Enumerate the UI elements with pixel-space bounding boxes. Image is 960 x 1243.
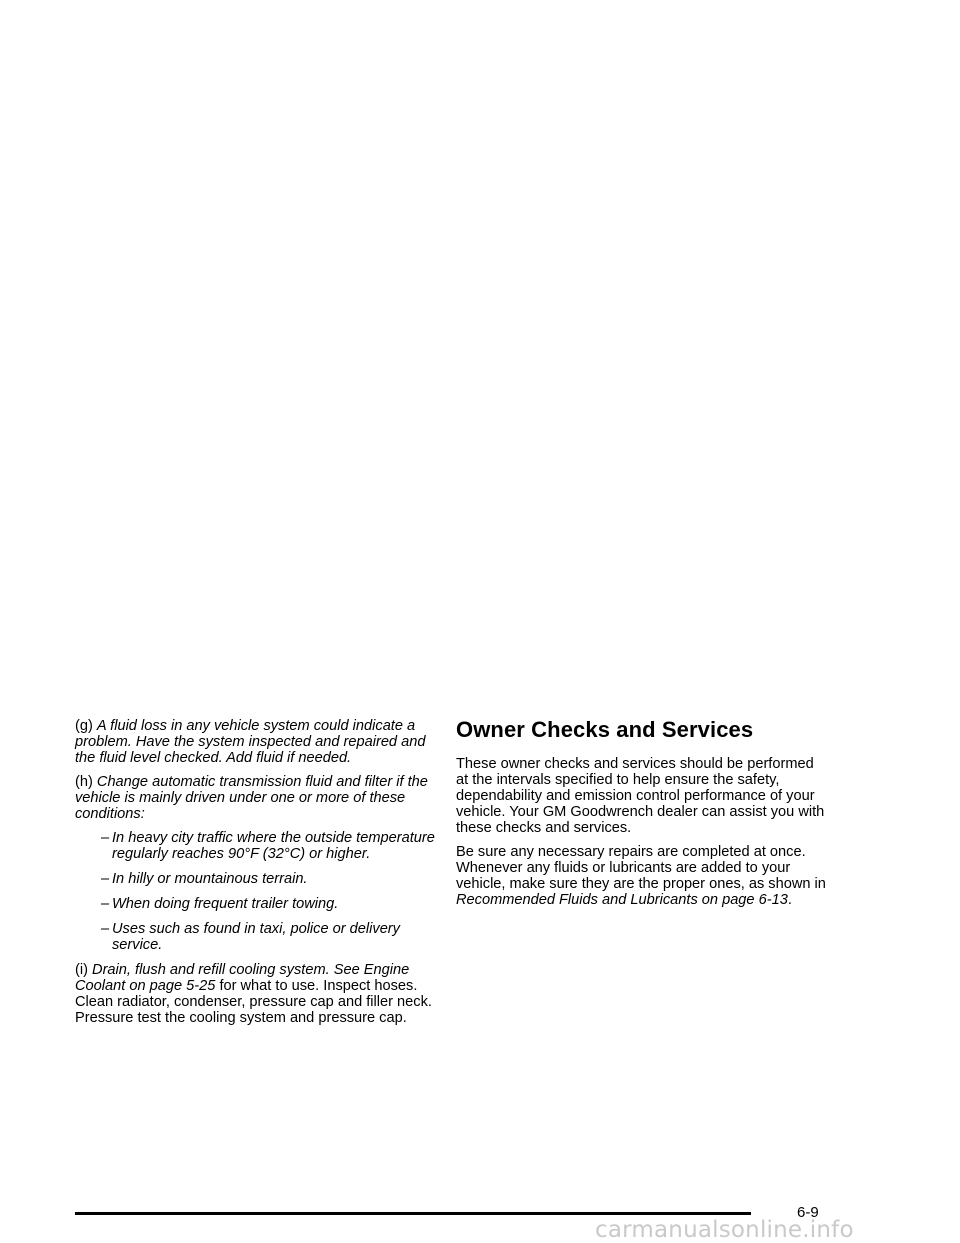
condition-item: – When doing frequent trailer towing. [101, 896, 339, 912]
condition-item: – Uses such as found in taxi, police or delivery service. [101, 921, 400, 953]
note-g-text: A fluid loss in any vehicle system could indicate a problem. Have the system inspected and repaired and the fluid level checked. Add fluid if needed. [75, 718, 426, 766]
left-column [75, 718, 437, 1034]
note-h-label: (h) [75, 774, 93, 790]
note-h-text: Change automatic transmission fluid and filter if the vehicle is mainly driven under one or more of these conditions: [75, 774, 428, 822]
note-g-label: (g) [75, 718, 93, 734]
note-g [75, 718, 437, 766]
repairs-paragraph: Be sure any necessary repairs are completed at once. Whenever any fluids or lubricants are added to your vehicle, make sure they are the proper ones, as shown in Recommended Fluids and Lubricants on page 6-13. [456, 844, 826, 908]
section-heading: Owner Checks and Services [456, 717, 754, 742]
note-h [75, 774, 437, 822]
owner-checks-paragraph: These owner checks and services should be performed at the intervals specified to help ensure the safety, dependability and emission control performance of your vehicle. Your GM Goodwrench dealer can assist you with these checks and services. [456, 756, 825, 836]
right-column [456, 718, 826, 916]
note-i-text: for what to use. Inspect hoses. Clean radiator, condenser, pressure cap and filler neck. Pressure test the cooling system and pressure cap. [75, 978, 432, 1026]
condition-item: – In heavy city traffic where the outside temperature regularly reaches 90°F (32°C) or higher. [101, 830, 435, 862]
fluids-reference-link[interactable]: Recommended Fluids and Lubricants on page 6-13 [456, 892, 788, 908]
page-number: 6-9 [797, 1204, 819, 1221]
watermark: carmanualsonline.info [595, 1217, 854, 1243]
note-i [75, 962, 437, 1026]
condition-item: – In hilly or mountainous terrain. [101, 871, 308, 887]
note-i-link[interactable]: Drain, flush and refill cooling system. See Engine Coolant on page 5-25 [75, 962, 410, 994]
note-i-label: (i) [75, 962, 88, 978]
footer-rule [75, 1212, 751, 1215]
